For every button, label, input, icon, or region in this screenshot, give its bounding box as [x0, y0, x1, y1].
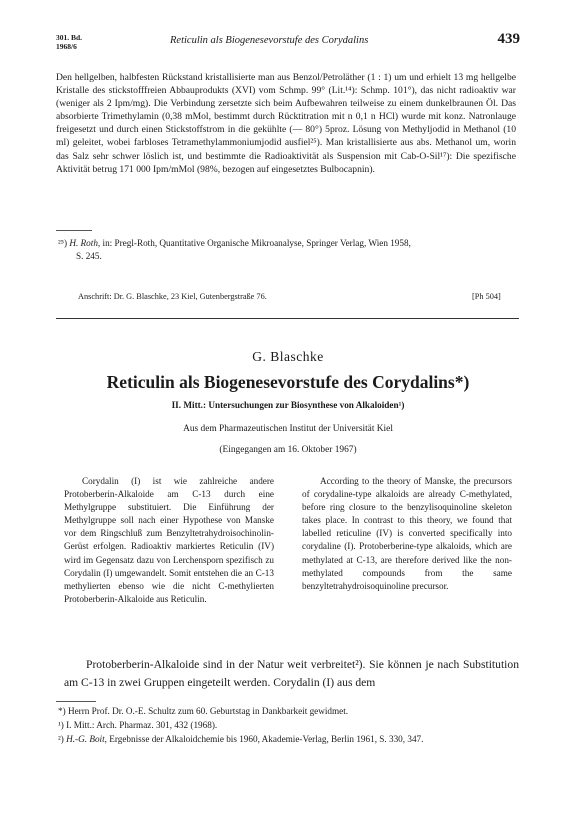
issue-label: 1968/6 [56, 41, 77, 51]
footnote-25 [58, 237, 518, 263]
article-subtitle: II. Mitt.: Untersuchungen zur Biosynthese von Alkaloiden¹) [171, 400, 405, 410]
article-divider [56, 318, 519, 319]
footnote-mark: ¹) [58, 720, 64, 730]
volume-info [56, 34, 82, 51]
body-text: Protoberberin-Alkaloide sind in der Natur weit verbreitet²). Sie können je nach Substitution am C-13 in zwei Gruppen eingeteilt werden. Corydalin (I) aus dem [64, 658, 519, 689]
author-address: Anschrift: Dr. G. Blaschke, 23 Kiel, Gutenbergstraße 76. [78, 292, 267, 301]
footnote-mark: ²⁵) [58, 238, 68, 248]
footnote-rule [56, 230, 92, 231]
footnote-mark: *) [58, 706, 66, 716]
running-title: Reticulin als Biogenesevorstufe des Corydalins [170, 35, 369, 46]
received-date: (Eingegangen am 16. Oktober 1967) [219, 445, 357, 455]
footnote-dedication [58, 706, 348, 716]
footnote-1 [58, 720, 217, 730]
footnote-rule-2 [56, 701, 96, 702]
page-number: 439 [497, 31, 520, 47]
article-author: G. Blaschke [252, 349, 324, 364]
footnote-text: , in: Pregl-Roth, Quantitative Organische Mikroanalyse, Springer Verlag, Wien 1958, [97, 238, 411, 248]
footnote-author: H.-G. Boit [66, 734, 105, 744]
volume-label: 301. Bd. [56, 33, 83, 42]
footnote-text: Herrn Prof. Dr. O.-E. Schultz zum 60. Geburtstag in Dankbarkeit gewidmet. [67, 706, 349, 716]
footnote-mark: ²) [58, 734, 64, 744]
footnote-author: H. Roth [69, 238, 98, 248]
footnote-text: I. Mitt.: Arch. Pharmaz. 301, 432 (1968). [66, 720, 218, 730]
experimental-paragraph: Den hellgelben, halbfesten Rückstand kristallisierte man aus Benzol/Petroläther (1 : 1) um und erhielt 13 mg hellgelbe Kristalle des stickstofffreien Abbauprodukts (XVI) vom Schmp. 99° (Lit.¹⁴): Schmp. 101°), das nicht radioaktiv war (weniger als 2 Ipm/mg). Die Verbindung zersetzte sich beim Aufbewahren teilweise zu einem dunkelbraunen Öl. Das absorbierte Trimethylamin (0,38 mMol, bestimmt durch Rücktitration mit n 0,1 n HCl) wurde mit konz. Natronlauge freigesetzt und durch einen Stickstoffstrom in die gekühlte (— 80°) 5proz. Lösung von Methyljodid in Methanol (10 ml) geleitet, wobei farbloses Tetramethylammoniumjodid ausfiel²⁵). Man kristallisierte aus abs. Methanol um, worin das Salz sehr schwer löslich ist, und bestimmte die Radioaktivität als Suspension mit Cab-O-Sil¹⁷): Die spezifische Aktivität betrug 171 000 Ipm/mMol (98%, bezogen auf eingesetztes Bulbocapnin). [56, 72, 516, 175]
footnote-2 [58, 734, 423, 744]
footnote-text-cont: S. 245. [76, 251, 102, 261]
abstract-english: According to the theory of Manske, the precursors of corydaline-type alkaloids are already C-methylated, before ring closure to the benzylisoquinoline skeleton takes place. In contrast to this theory, we found that labelled reticuline (IV) is converted specifically into corydaline (I). Protoberberine-type alkaloids, which are methylated at C-13, are therefore derived like the non-methylated compounds from the same benzyltetrahydroisoquinoline precursor. [302, 476, 512, 591]
institution: Aus dem Pharmazeutischen Institut der Universität Kiel [183, 424, 393, 434]
footnote-text: , Ergebnisse der Alkaloidchemie bis 1960, Akademie-Verlag, Berlin 1961, S. 330, 347. [104, 734, 424, 744]
reference-code: [Ph 504] [472, 292, 501, 301]
abstract-german: Corydalin (I) ist wie zahlreiche andere Protoberberin-Alkaloide am C-13 durch eine Methylgruppe substituiert. Die Einführung der Methylgruppe soll nach einer Hypothese von Manske vor dem Ringschluß zum Benzyltetrahydroisochinolin-Gerüst erfolgen. Radioaktiv markiertes Reticulin (IV) wird im Gegensatz dazu von Lerchensporn spezifisch zu Corydalin (I) umgewandelt. Somit entstehen die an C-13 methylierten ebenso wie die nicht C-methylierten Protoberberin-Alkaloide aus Reticulin. [64, 476, 274, 604]
article-title: Reticulin als Biogenesevorstufe des Corydalins*) [106, 372, 470, 392]
